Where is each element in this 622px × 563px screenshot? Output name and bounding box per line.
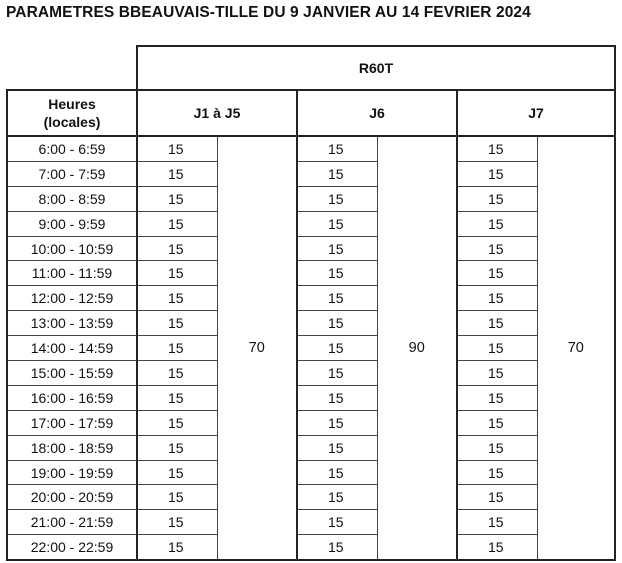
frequency-value: 15 [457,510,537,535]
frequency-value: 15 [457,361,537,386]
frequency-value: 15 [457,161,537,186]
time-slot: 18:00 - 18:59 [7,435,137,460]
frequency-value: 15 [297,161,377,186]
time-slot: 16:00 - 16:59 [7,385,137,410]
table-row [7,186,615,211]
frequency-value: 15 [137,336,217,361]
table-row [7,435,615,460]
frequency-value: 15 [137,161,217,186]
frequency-value: 15 [297,435,377,460]
table-row [7,286,615,311]
time-slot: 21:00 - 21:59 [7,510,137,535]
frequency-value: 15 [297,336,377,361]
frequency-value: 15 [297,361,377,386]
group-header-j7: J7 [457,90,615,136]
frequency-value: 15 [457,385,537,410]
group-total-value: 90 [377,136,457,560]
group-header-j6: J6 [297,90,457,136]
time-slot: 20:00 - 20:59 [7,485,137,510]
group-total-value: 70 [217,136,297,560]
frequency-value: 15 [137,211,217,236]
frequency-value: 15 [457,186,537,211]
table-row [7,336,615,361]
frequency-value: 15 [137,136,217,161]
frequency-value: 15 [297,385,377,410]
table-row [7,361,615,386]
hours-header [7,90,137,136]
frequency-value: 15 [457,535,537,560]
time-slot: 11:00 - 11:59 [7,261,137,286]
frequency-value: 15 [137,535,217,560]
frequency-value: 15 [297,311,377,336]
table-row [7,485,615,510]
frequency-value: 15 [297,535,377,560]
frequency-value: 15 [457,460,537,485]
group-header-j1-j5: J1 à J5 [137,90,297,136]
frequency-value: 15 [137,361,217,386]
schedule-body [7,136,615,560]
table-row [7,136,615,161]
table-row [7,460,615,485]
time-slot: 22:00 - 22:59 [7,535,137,560]
page-title: PARAMETRES BBEAUVAIS-TILLE DU 9 JANVIER AU 14 FEVRIER 2024 [6,4,531,21]
route-header: R60T [137,46,615,90]
time-slot: 14:00 - 14:59 [7,336,137,361]
time-slot: 19:00 - 19:59 [7,460,137,485]
frequency-value: 15 [457,311,537,336]
table-row [7,236,615,261]
frequency-value: 15 [457,435,537,460]
frequency-value: 15 [457,336,537,361]
frequency-value: 15 [137,485,217,510]
time-slot: 9:00 - 9:59 [7,211,137,236]
frequency-value: 15 [137,460,217,485]
frequency-value: 15 [457,485,537,510]
corner-empty [7,46,137,90]
parameters-table [6,45,616,561]
group-total-value: 70 [537,136,615,560]
frequency-value: 15 [457,286,537,311]
table-row [7,211,615,236]
frequency-value: 15 [457,236,537,261]
frequency-value: 15 [457,211,537,236]
table-row [7,261,615,286]
frequency-value: 15 [297,236,377,261]
frequency-value: 15 [137,385,217,410]
frequency-value: 15 [297,136,377,161]
frequency-value: 15 [137,236,217,261]
time-slot: 15:00 - 15:59 [7,361,137,386]
table-row [7,510,615,535]
table-row [7,535,615,560]
hours-header-line2: (locales) [43,114,101,130]
frequency-value: 15 [297,261,377,286]
hours-header-line1: Heures [48,96,96,112]
time-slot: 17:00 - 17:59 [7,410,137,435]
frequency-value: 15 [137,286,217,311]
frequency-value: 15 [137,186,217,211]
frequency-value: 15 [457,136,537,161]
frequency-value: 15 [297,286,377,311]
table-row [7,410,615,435]
frequency-value: 15 [457,261,537,286]
time-slot: 10:00 - 10:59 [7,236,137,261]
frequency-value: 15 [297,211,377,236]
frequency-value: 15 [137,410,217,435]
time-slot: 8:00 - 8:59 [7,186,137,211]
frequency-value: 15 [137,510,217,535]
frequency-value: 15 [457,410,537,435]
table-row [7,311,615,336]
table-row [7,161,615,186]
table-row [7,385,615,410]
time-slot: 7:00 - 7:59 [7,161,137,186]
frequency-value: 15 [137,435,217,460]
frequency-value: 15 [297,510,377,535]
frequency-value: 15 [297,460,377,485]
frequency-value: 15 [297,186,377,211]
time-slot: 12:00 - 12:59 [7,286,137,311]
time-slot: 6:00 - 6:59 [7,136,137,161]
frequency-value: 15 [137,311,217,336]
frequency-value: 15 [297,485,377,510]
frequency-value: 15 [297,410,377,435]
frequency-value: 15 [137,261,217,286]
time-slot: 13:00 - 13:59 [7,311,137,336]
